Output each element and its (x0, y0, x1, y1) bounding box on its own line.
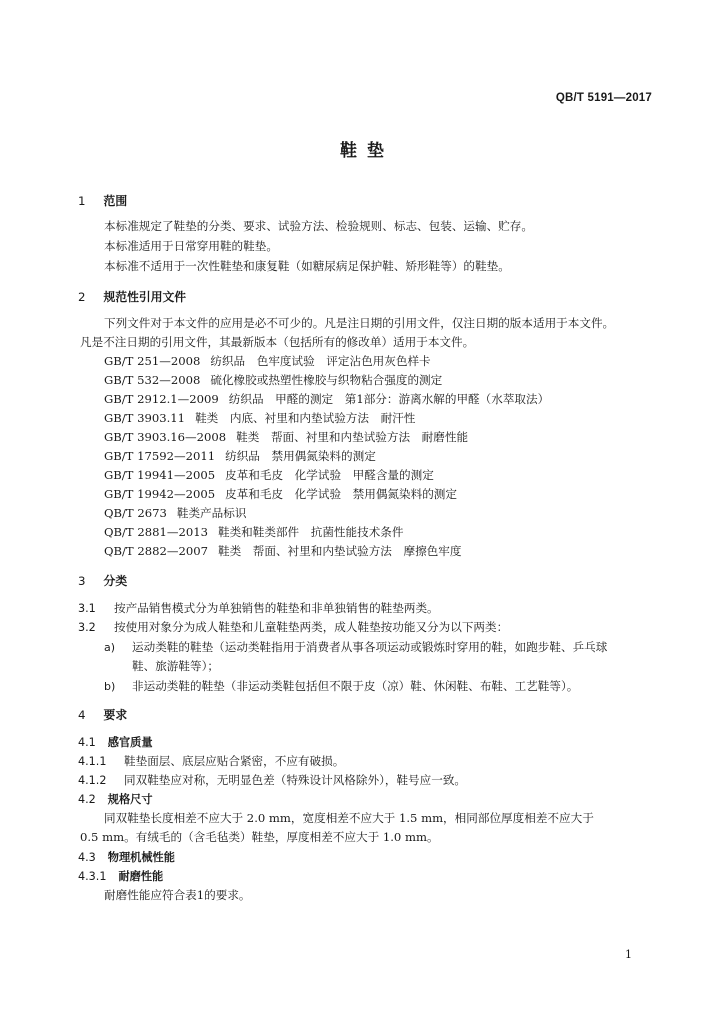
reference-code: QB/T 2882—2007 (104, 544, 208, 558)
clause-4-1-heading (78, 734, 153, 750)
clause-number: 3.1 (78, 602, 96, 615)
clause-title: 规格尺寸 (107, 793, 153, 806)
reference-title: 鞋类产品标识 (176, 506, 247, 520)
reference-code: GB/T 19942—2005 (104, 487, 216, 501)
list-item-b (104, 678, 578, 694)
reference-code: QB/T 2881—2013 (104, 525, 208, 539)
clause-number: 4.1 (78, 736, 96, 749)
reference-item (104, 524, 403, 540)
reference-title: 皮革和毛皮 化学试验 甲醛含量的测定 (225, 468, 434, 482)
reference-item (104, 543, 461, 559)
reference-code: GB/T 532—2008 (104, 373, 201, 387)
section-number: 1 (78, 194, 86, 208)
reference-code: GB/T 251—2008 (104, 354, 201, 368)
reference-code: GB/T 17592—2011 (104, 449, 216, 463)
scope-paragraph-3: 本标准不适用于一次性鞋垫和康复鞋（如糖尿病足保护鞋、矫形鞋等）的鞋垫。 (104, 259, 510, 273)
section-title: 要求 (103, 708, 128, 722)
reference-title: 鞋类 内底、衬里和内垫试验方法 耐汗性 (195, 411, 416, 425)
clause-number: 4.1.1 (78, 755, 107, 768)
page-number: 1 (625, 948, 632, 961)
reference-item (104, 486, 457, 502)
section-number: 3 (78, 574, 86, 588)
clause-number: 3.2 (78, 621, 96, 634)
clause-4-3-heading (78, 849, 175, 865)
standard-code: QB/T 5191—2017 (555, 92, 652, 104)
section-title: 范围 (103, 194, 128, 208)
section-1-heading (78, 192, 127, 209)
clause-title: 耐磨性能 (118, 870, 164, 883)
clause-title: 感官质量 (107, 736, 153, 749)
reference-item (104, 391, 549, 407)
list-item-a-continuation: 鞋、旅游鞋等）； (132, 659, 219, 673)
clause-text: 按使用对象分为成人鞋垫和儿童鞋垫两类，成人鞋垫按功能又分为以下两类： (114, 620, 509, 634)
clause-text: 按产品销售模式分为单独销售的鞋垫和非单独销售的鞋垫两类。 (114, 601, 439, 615)
clause-number: 4.3 (78, 851, 96, 864)
reference-title: 鞋类 帮面、衬里和内垫试验方法 耐磨性能 (236, 430, 469, 444)
reference-item (104, 467, 434, 483)
clause-text: 鞋垫面层、底层应贴合紧密，不应有破损。 (124, 754, 345, 768)
references-intro-line-2: 凡是不注日期的引用文件，其最新版本（包括所有的修改单）适用于本文件。 (80, 335, 475, 349)
clause-3-1 (78, 600, 439, 616)
list-item-text: 运动类鞋的鞋垫（运动类鞋指用于消费者从事各项运动或锻炼时穿用的鞋，如跑步鞋、乒乓球 (132, 640, 608, 654)
reference-code: GB/T 3903.11 (104, 411, 186, 425)
reference-item (104, 429, 468, 445)
clause-4-3-1-text: 耐磨性能应符合表1的要求。 (104, 888, 251, 902)
section-title: 分类 (103, 574, 128, 588)
reference-title: 纺织品 色牢度试验 评定沾色用灰色样卡 (210, 354, 431, 368)
clause-4-2-line-1: 同双鞋垫长度相差不应大于 2.0 mm，宽度相差不应大于 1.5 mm，相同部位厚度相差不应大于 (104, 811, 594, 825)
references-intro-line-1: 下列文件对于本文件的应用是必不可少的。凡是注日期的引用文件，仅注日期的版本适用于本文件。 (104, 316, 615, 330)
list-item-a (104, 639, 607, 655)
list-item-text: 非运动类鞋的鞋垫（非运动类鞋包括但不限于皮（凉）鞋、休闲鞋、布鞋、工艺鞋等）。 (132, 679, 579, 693)
clause-text: 同双鞋垫应对称，无明显色差（特殊设计风格除外），鞋号应一致。 (124, 773, 467, 787)
reference-title: 皮革和毛皮 化学试验 禁用偶氮染料的测定 (225, 487, 457, 501)
clause-4-1-2 (78, 772, 466, 788)
reference-title: 纺织品 禁用偶氮染料的测定 (225, 449, 376, 463)
clause-number: 4.3.1 (78, 870, 107, 883)
reference-item (104, 372, 442, 388)
reference-code: GB/T 19941—2005 (104, 468, 216, 482)
reference-item (104, 448, 376, 464)
reference-title: 鞋类和鞋类部件 抗菌性能技术条件 (217, 525, 404, 539)
reference-code: GB/T 2912.1—2009 (104, 392, 219, 406)
reference-title: 硫化橡胶或热塑性橡胶与织物粘合强度的测定 (210, 373, 443, 387)
reference-item (104, 505, 246, 521)
clause-3-2 (78, 619, 508, 635)
section-2-heading (78, 288, 186, 305)
reference-item (104, 410, 415, 426)
reference-code: QB/T 2673 (104, 506, 167, 520)
scope-paragraph-2: 本标准适用于日常穿用鞋的鞋垫。 (104, 239, 278, 253)
reference-title: 纺织品 甲醛的测定 第1部分：游离水解的甲醛（水萃取法） (228, 392, 550, 406)
reference-title: 鞋类 帮面、衬里和内垫试验方法 摩擦色牢度 (217, 544, 462, 558)
section-number: 2 (78, 290, 86, 304)
section-4-heading (78, 706, 127, 723)
clause-title: 物理机械性能 (107, 851, 175, 864)
list-marker: b) (104, 680, 116, 693)
clause-4-1-1 (78, 753, 344, 769)
document-title: 鞋垫 (340, 141, 394, 161)
clause-4-2-line-2: 0.5 mm。有绒毛的（含毛毡类）鞋垫，厚度相差不应大于 1.0 mm。 (80, 830, 439, 844)
clause-4-2-heading (78, 791, 153, 807)
scope-paragraph-1: 本标准规定了鞋垫的分类、要求、试验方法、检验规则、标志、包装、运输、贮存。 (104, 219, 533, 233)
clause-number: 4.2 (78, 793, 96, 806)
reference-code: GB/T 3903.16—2008 (104, 430, 227, 444)
section-title: 规范性引用文件 (103, 290, 187, 304)
clause-4-3-1-heading (78, 868, 163, 884)
clause-number: 4.1.2 (78, 774, 107, 787)
reference-item (104, 353, 431, 369)
section-number: 4 (78, 708, 86, 722)
list-marker: a) (104, 641, 116, 654)
section-3-heading (78, 572, 127, 589)
